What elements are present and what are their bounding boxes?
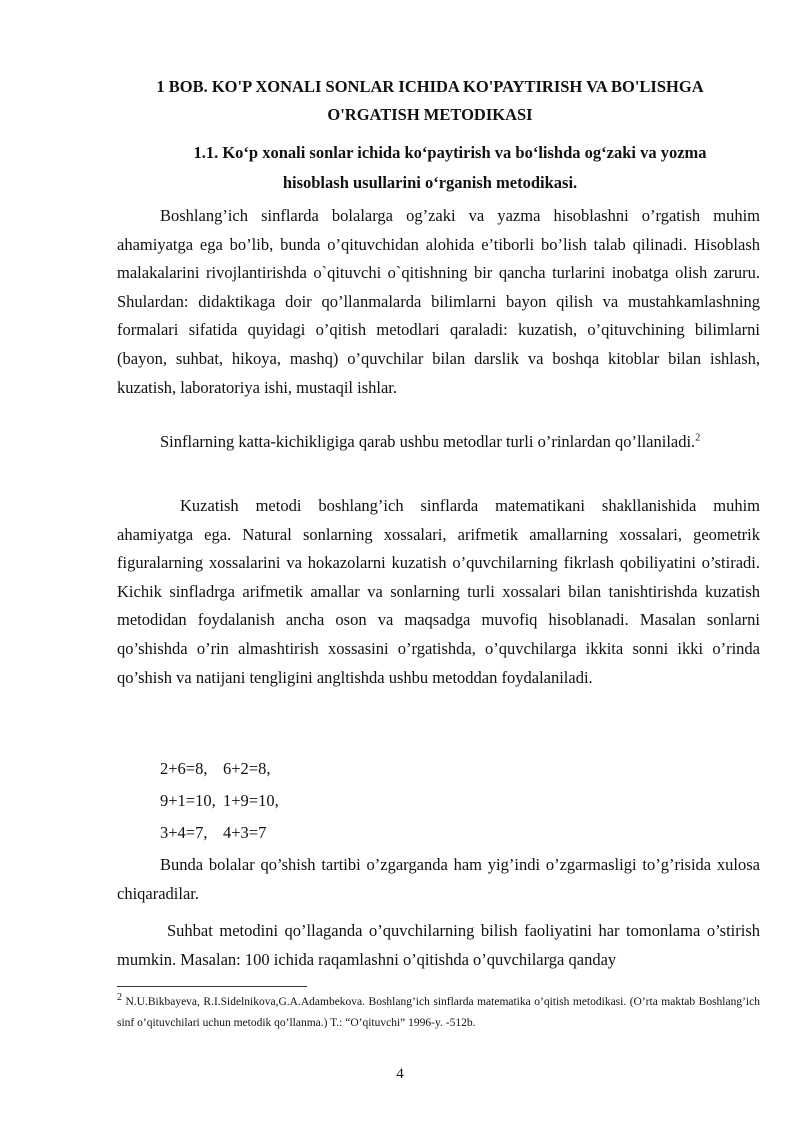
paragraph-3: Kuzatish metodi boshlang’ich sinflarda matematikani shakllanishida muhim ahamiyatga ega. Natural sonlarning xossalari, arifmetik amallarning xossalari, geometrik figuralarning xossalarini va hokazolarni kuzatish o’quvchilarning fikrlash qobiliyatini o’stiradi. Kichik sinfladrga arifmetik amallar va sonlarning turli xossalari bilan tanishtirishda kuzatish metodidan foydalanish ancha oson va maqsadga muvofiq hisoblanadi. Masalan sonlarni qo’shishda o’rin almashtirish xossasini o’rgatishda, o’quvchilarga ikkita sonni ikki o’rinda qo’shish va natijani tengligini angltishda ushbu metoddan foydalaniladi. [117,496,760,687]
section-title-line2: hisoblash usullarini o‘rganish metodikasi. [282,173,578,192]
paragraph-5: Suhbat metodini qo’llaganda o’quvchilarning bilish faoliyatini har tomonlama o’stirish mumkin. Masalan: 100 ichida raqamlashni o’qitishda o’quvchilarga qanday [117,921,760,969]
equation-left: 3+4=7, [160,823,208,842]
equation-row [160,755,271,783]
paragraph-2-text: Sinflarning katta-kichikligiga qarab ushbu metodlar turli o’rinlardan qo’llaniladi. [160,432,696,451]
footnote-text: N.U.Bikbayeva, R.I.Sidelnikova,G.A.Adambekova. Boshlang’ich sinflarda matematika o’qitish metodikasi. (O’rta maktab Boshlang’ich sinf o’qituvchilari uchun metodik qo’llanma.) T.: “O’qituvchi” 1996-y. -512b. [117,996,760,1029]
paragraph-2 [117,428,760,457]
equation-right: 6+2=8, [223,759,271,778]
paragraph-1: Boshlang’ich sinflarda bolalarga og’zaki va yazma hisoblashni o’rgatish muhim ahamiyatga ega bo’lib, bunda o’qituvchidan alohida e’tiborli bo’lish talab qilinadi. Hisoblash malakalarini rivojlantirishda o`qituvchi o`qitishning bir qancha turlarini inobatga olish zaruru. Shulardan: didaktikaga doir qo’llanmalarda bilimlarni bayon qilish va mustahkamlashning formalari sifatida quyidagi o’qitish metodlari qaraladi: kuzatish, o’qituvchining bilimlarni (bayon, suhbat, hikoya, mashq) o’quvchilar bilan darslik va boshqa kitoblar bilan ishlash, kuzatish, laboratoriya ishi, mustaqil ishlar. [117,206,760,397]
footnote-divider [117,986,307,987]
paragraph-4: Bunda bolalar qo’shish tartibi o’zgarganda ham yig’indi o’zgarmasligi to’g’risida xulosa chiqaradilar. [117,855,760,903]
equation-left: 9+1=10, [160,791,216,810]
footnote-mark: 2 [117,992,122,1004]
equation-row [160,819,266,847]
page-number: 4 [396,1066,404,1082]
footnote-reference: 2 [695,432,701,444]
equation-left: 2+6=8, [160,759,208,778]
chapter-title-line2: O'RGATISH METODIKASI [327,105,533,124]
equation-right: 4+3=7 [223,823,267,842]
equation-row [160,787,279,815]
chapter-title-line1: 1 BOB. KO'P XONALI SONLAR ICHIDA KO'PAYTIRISH VA BO'LISHGA [156,77,704,96]
footnote [117,992,760,1034]
equation-right: 1+9=10, [223,791,279,810]
section-title-line1: 1.1. Ko‘p xonali sonlar ichida ko‘paytirish va bo‘lishda og‘zaki va yozma [193,143,707,162]
